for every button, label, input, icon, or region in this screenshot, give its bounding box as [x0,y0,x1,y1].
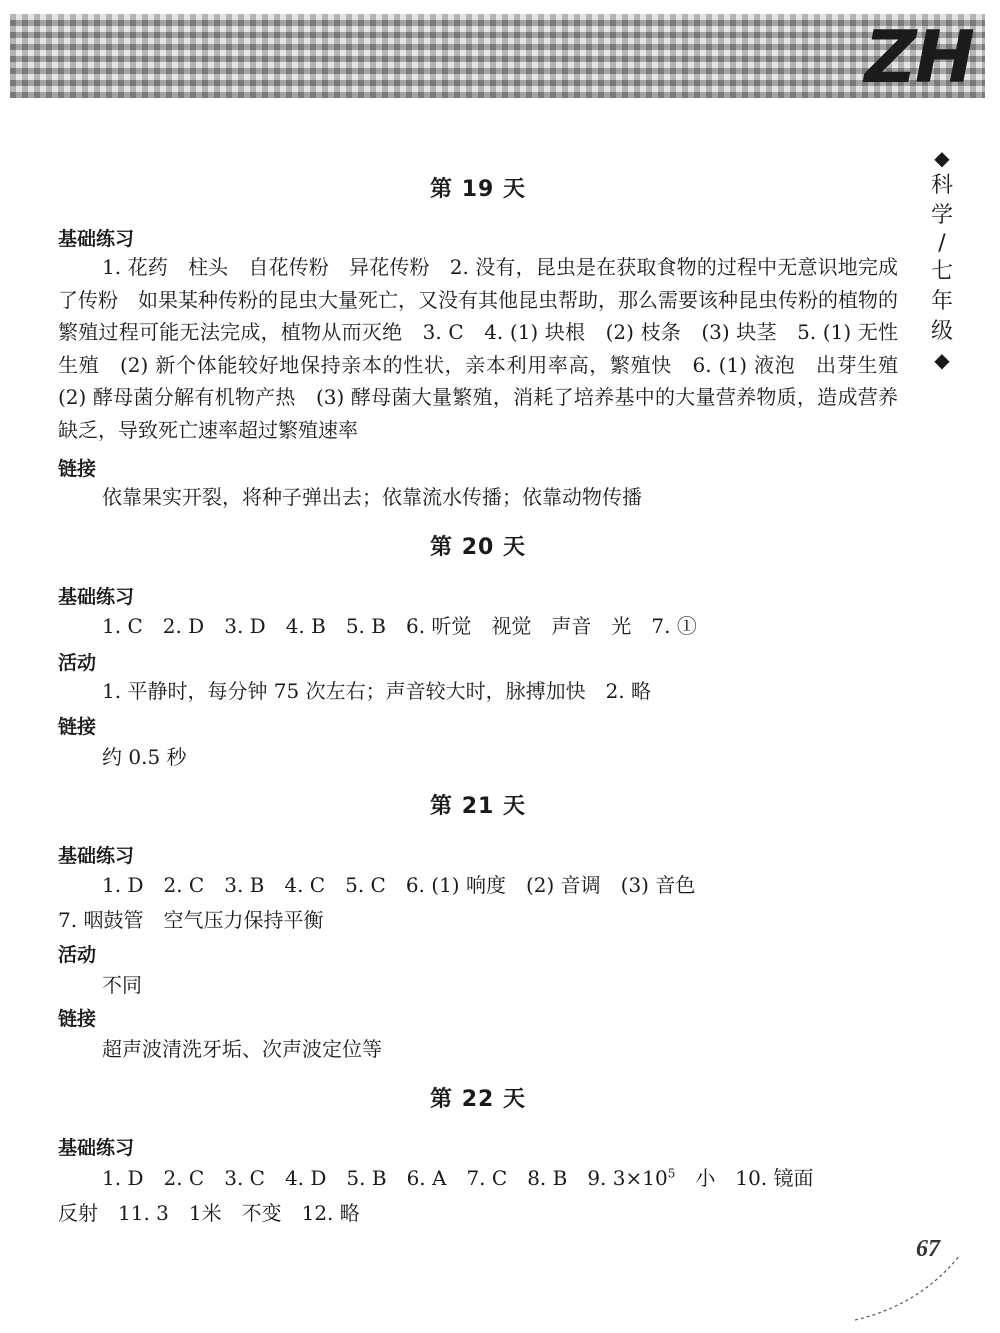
page-number: 67 [916,1236,940,1262]
day-21-link-text: 超声波清洗牙垢、次声波定位等 [102,1037,382,1061]
side-tab-char: 七 [930,259,953,284]
day-20-basic-text: 1. C 2. D 3. D 4. B 5. B 6. 听觉 视觉 声音 光 7. ① [102,614,697,638]
day-20-title: 第 20 天 [430,535,526,560]
day-22-title: 第 22 天 [430,1087,526,1112]
day-20-basic-title: 基础练习 [58,586,135,608]
header-band [10,14,985,98]
day-20-activity-title: 活动 [58,652,97,674]
day-21-title: 第 21 天 [430,794,526,819]
day-21-link-title: 链接 [58,1008,97,1030]
day-22-basic-title: 基础练习 [58,1137,135,1159]
side-tab [922,145,962,373]
day-21-basic-line1: 1. D 2. C 3. B 4. C 5. C 6. (1) 响度 (2) 音调 (3) 音色 [102,873,696,897]
side-tab-char: 学 [930,203,953,228]
diamond-icon: ◆ [934,146,950,170]
day-19-basic-text: 1. 花药 柱头 自花传粉 异花传粉 2. 没有，昆虫是在获取食物的过程中无意识地完成了传粉 如果某种传粉的昆虫大量死亡，又没有其他昆虫帮助，那么需要该种昆虫传粉的植物的繁殖过程可能无法完成，植物从而灭绝 3. C 4. (1) 块根 (2) 枝条 (3) 块茎 5. (1) 无性生殖 (2) 新个体能较好地保持亲本的性状，亲本利用率高，繁殖快 6. (1) 液泡 出芽生殖 (2) 酵母菌分解有机物产热 (3) 酵母菌大量繁殖，消耗了培养基中的大量营养物质，造成营养缺乏，导致死亡速率超过繁殖速率 [58,255,918,442]
header-logo: ZH [864,15,973,99]
day-20-activity-text: 1. 平静时，每分钟 75 次左右；声音较大时，脉搏加快 2. 略 [102,679,652,703]
diamond-icon: ◆ [934,348,950,372]
day-21-activity-text: 不同 [102,973,142,997]
side-tab-char: 级 [930,319,953,344]
day-21-activity-title: 活动 [58,944,97,966]
side-tab-slash: / [938,231,946,256]
day-22-basic-line2: 反射 11. 3 1米 不变 12. 略 [58,1201,360,1225]
day-19-basic-title: 基础练习 [58,228,135,250]
day-21-basic-line2: 7. 咽鼓管 空气压力保持平衡 [58,908,324,932]
day-20-link-text: 约 0.5 秒 [102,745,187,769]
day-19-title: 第 19 天 [430,177,526,202]
side-tab-char: 年 [930,289,953,314]
side-tab-char: 科 [930,173,953,198]
day-22-basic-line1-b: 小 10. 镜面 [675,1166,814,1190]
exponent: 5 [667,1166,676,1181]
day-19-link-title: 链接 [58,458,97,480]
day-22-basic-line1 [102,1162,814,1191]
day-21-basic-title: 基础练习 [58,845,135,867]
day-19-link-text: 依靠果实开裂，将种子弹出去；依靠流水传播；依靠动物传播 [102,485,642,509]
day-20-link-title: 链接 [58,716,97,738]
day-22-basic-line1-a: 1. D 2. C 3. C 4. D 5. B 6. A 7. C 8. B 9. 3×10 [102,1166,668,1190]
